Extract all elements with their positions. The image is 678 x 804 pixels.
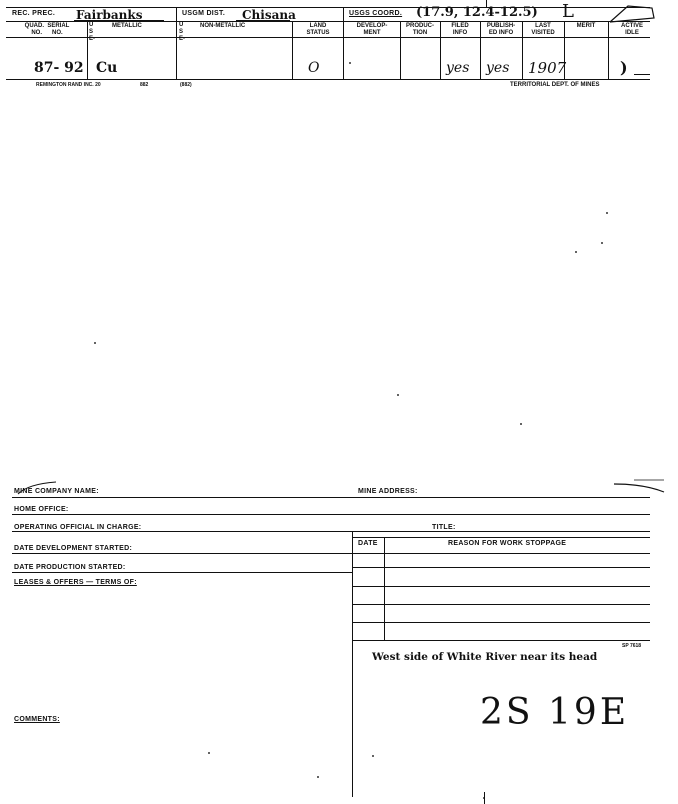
usgm-dist-value: Chisana bbox=[242, 8, 296, 22]
col-active-idle: ACTIVE IDLE bbox=[620, 23, 643, 36]
col-published-info: PUBLISH- ED INFO bbox=[486, 23, 516, 36]
leases-label: LEASES & OFFERS — TERMS OF: bbox=[14, 579, 137, 586]
col-non-metallic: NON-METALLIC bbox=[200, 23, 246, 29]
title-label: TITLE: bbox=[432, 524, 456, 531]
mine-address-label: MINE ADDRESS: bbox=[358, 488, 418, 495]
dev-started-label: DATE DEVELOPMENT STARTED: bbox=[14, 545, 133, 552]
row-filed-info: yes bbox=[446, 60, 470, 76]
handwritten-township: 2S 19E bbox=[480, 692, 630, 733]
home-office-label: HOME OFFICE: bbox=[14, 506, 69, 513]
col-land-status: LAND STATUS bbox=[306, 23, 330, 36]
usgm-dist-label: USGM DIST. bbox=[182, 10, 226, 17]
tab-curve bbox=[14, 478, 674, 498]
row-active-idle: ) bbox=[620, 58, 628, 77]
mine-company-label: MINE COMPANY NAME: bbox=[14, 488, 99, 495]
row-quad-serial: 87- 92 bbox=[34, 60, 84, 76]
col-u-metallic: U S E- bbox=[89, 22, 95, 42]
form-code-bottom: SP 7618 bbox=[622, 643, 642, 649]
usgs-coord-label: USGS COORD. bbox=[349, 10, 403, 17]
usgs-coord-value: (17.9, 12.4-12.5) bbox=[416, 5, 538, 20]
col-last-visited: LAST VISITED bbox=[531, 23, 555, 36]
col-metallic: METALLIC bbox=[112, 23, 142, 29]
row-metallic: Cu bbox=[96, 60, 118, 76]
row-land-status: O bbox=[308, 60, 320, 76]
operating-official-label: OPERATING OFFICIAL IN CHARGE: bbox=[14, 524, 142, 531]
row-last-visited: 1907 bbox=[528, 59, 567, 77]
col-u-nonmetallic: U S E- bbox=[179, 22, 185, 42]
form-code-1: 882 bbox=[140, 82, 149, 88]
col-development: DEVELOP- MENT bbox=[356, 23, 388, 36]
date-column-label: DATE bbox=[358, 540, 378, 547]
col-production: PRODUC- TION bbox=[406, 23, 434, 36]
typed-location: West side of White River near its head bbox=[372, 651, 598, 663]
rec-prec-label: REC. PREC. bbox=[12, 10, 56, 17]
dept-name: TERRITORIAL DEPT. OF MINES bbox=[510, 82, 600, 88]
col-filed-info: FILED INFO bbox=[451, 23, 469, 36]
comments-label: COMMENTS: bbox=[14, 716, 60, 723]
rec-prec-value: Fairbanks bbox=[76, 8, 143, 22]
col-quad-serial: QUAD. SERIAL NO. NO. bbox=[24, 23, 70, 36]
col-merit: MERIT bbox=[576, 23, 596, 29]
row-published-info: yes bbox=[486, 60, 510, 76]
prod-started-label: DATE PRODUCTION STARTED: bbox=[14, 564, 126, 571]
reason-column-label: REASON FOR WORK STOPPAGE bbox=[448, 540, 567, 547]
corner-mark: L bbox=[562, 1, 574, 22]
corner-tab-mark bbox=[608, 2, 658, 24]
form-code-2: (882) bbox=[180, 82, 192, 88]
printer-mark: REMINGTON RAND INC. 20 bbox=[36, 82, 101, 88]
